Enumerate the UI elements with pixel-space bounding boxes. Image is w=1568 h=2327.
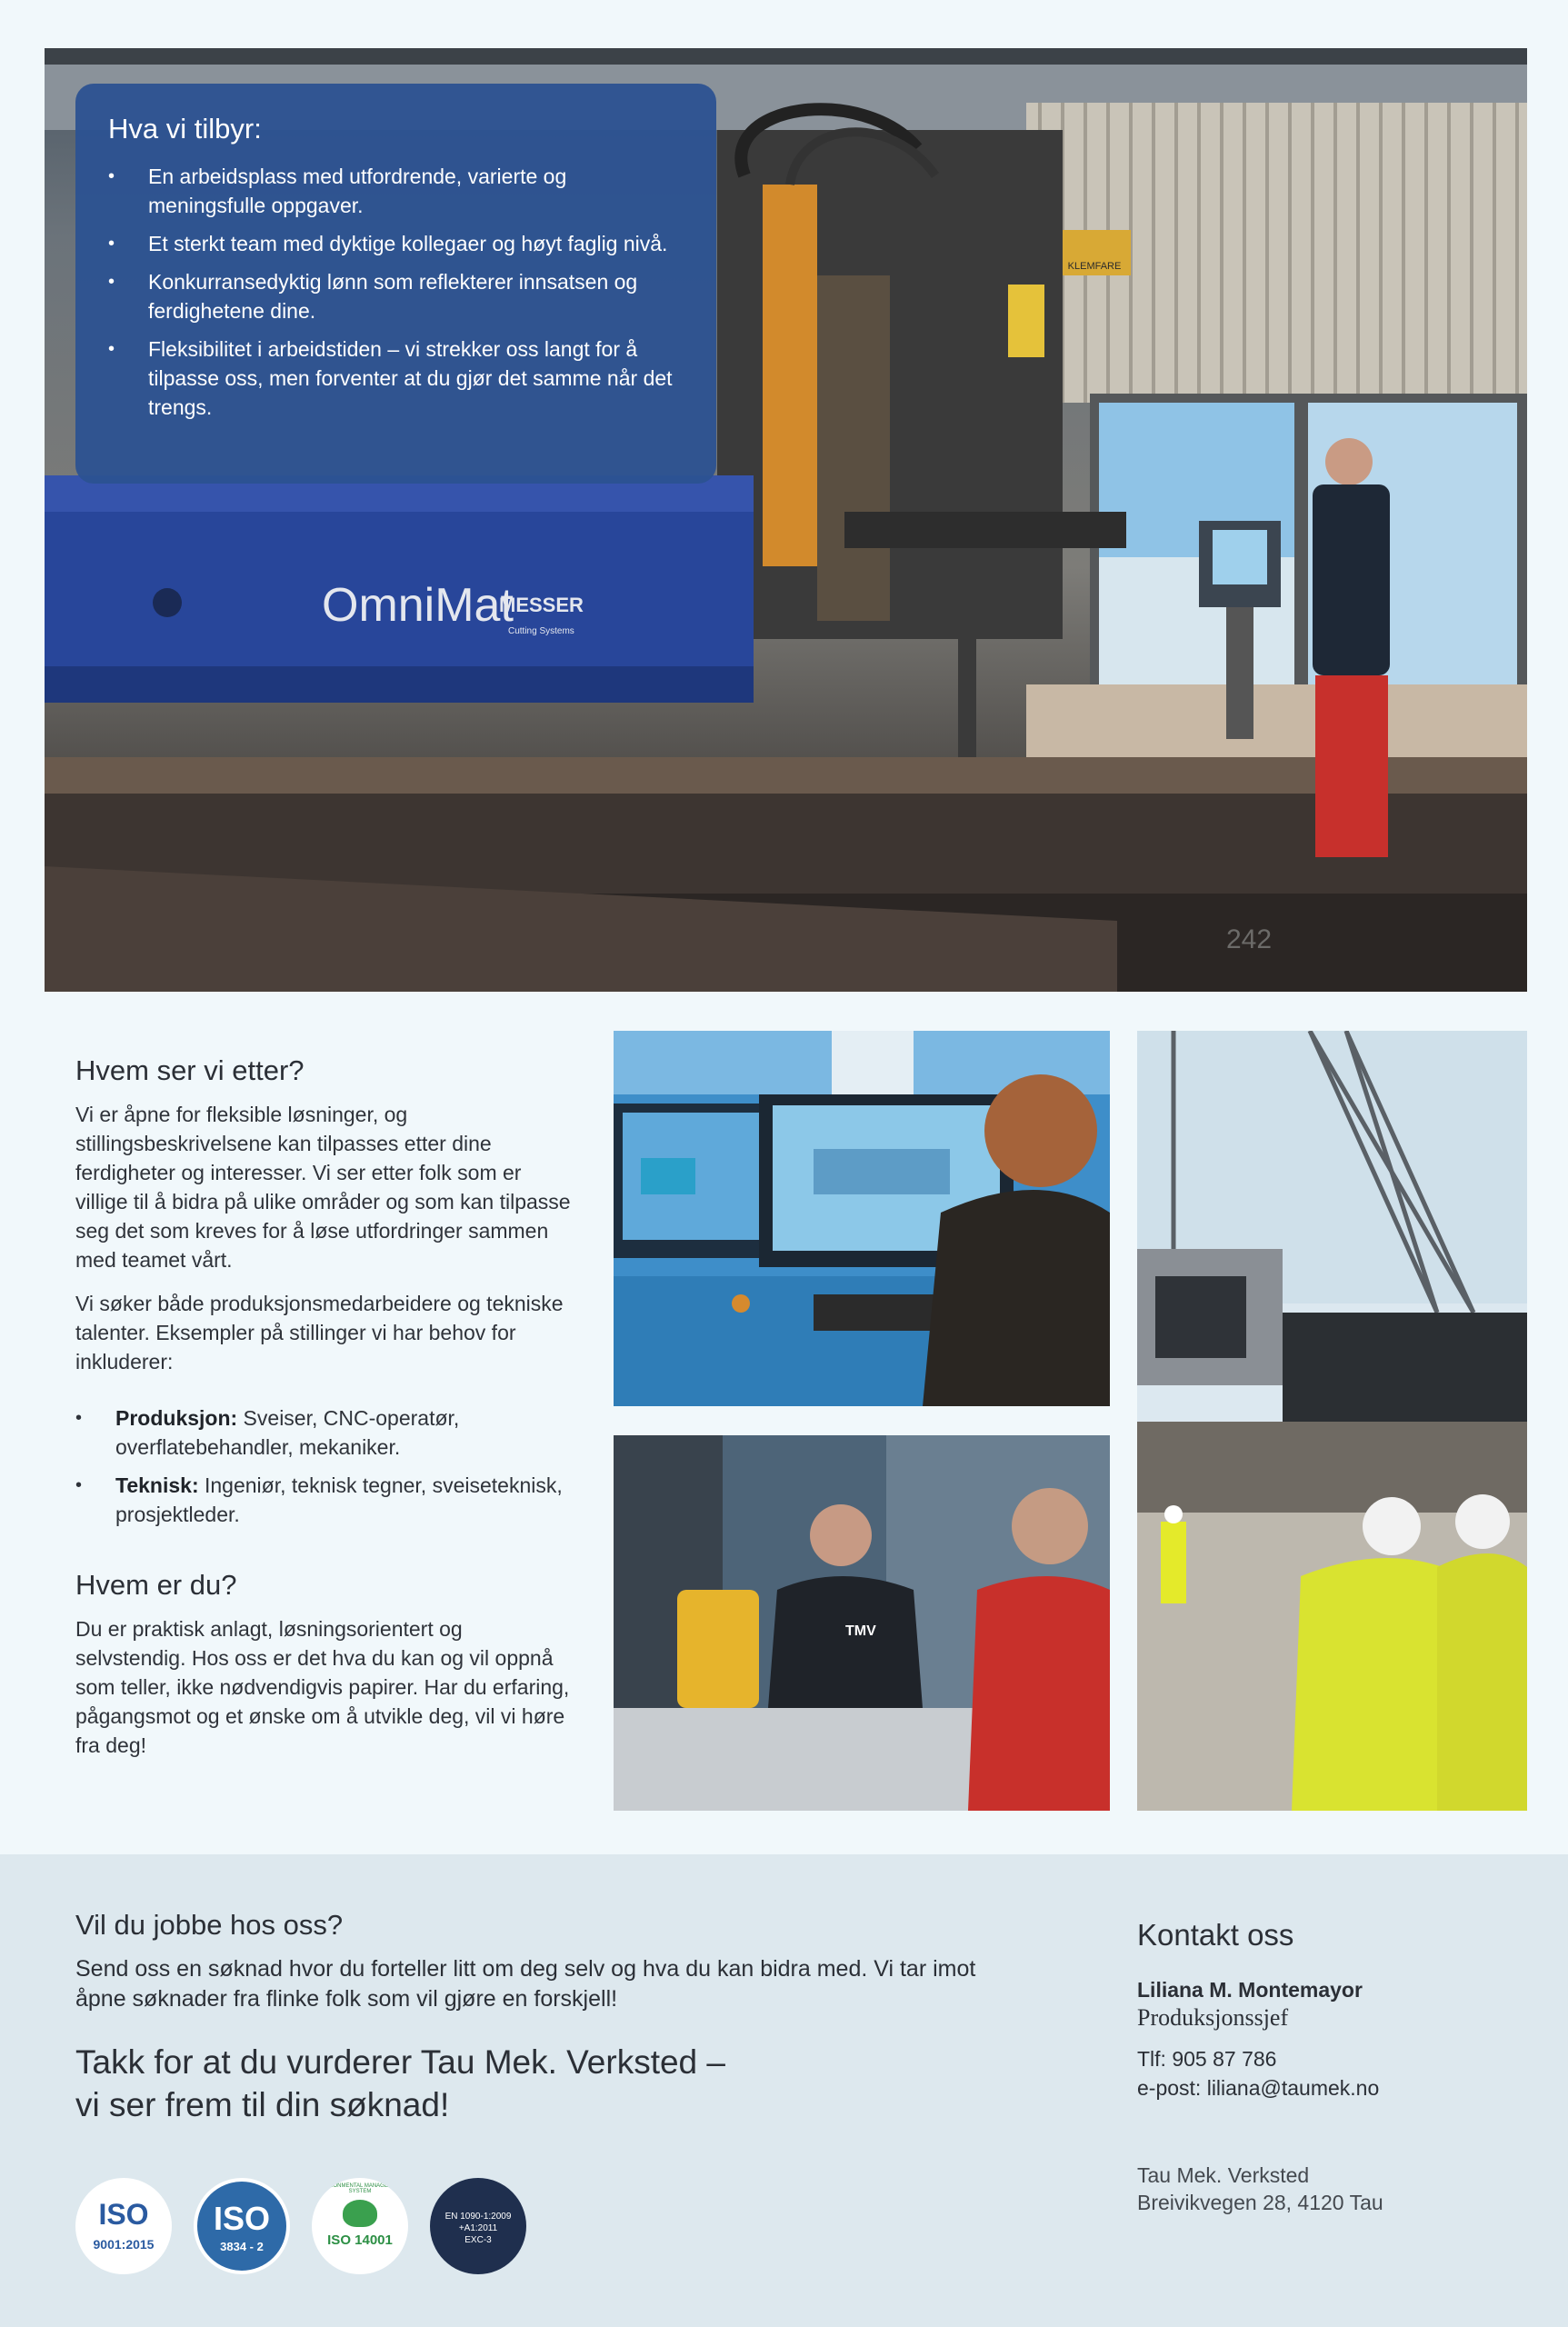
contact-name: Liliana M. Montemayor bbox=[1137, 1978, 1363, 2002]
contact-email[interactable]: e-post: liliana@taumek.no bbox=[1137, 2076, 1380, 2100]
who-we-seek-title: Hvem ser vi etter? bbox=[75, 1054, 305, 1086]
positions-label: Produksjon: bbox=[115, 1406, 238, 1430]
who-are-you-title: Hvem er du? bbox=[75, 1569, 237, 1601]
who-we-seek-paragraph-2: Vi søker både produksjonsmedarbeidere og tekniske talenter. Eksempler på stillinger vi har behov for inkluderer: bbox=[75, 1292, 564, 1373]
jacket-logo-text: TMV bbox=[845, 1623, 876, 1639]
text-column bbox=[75, 1054, 571, 1774]
contact-address: Breivikvegen 28, 4120 Tau bbox=[1137, 2191, 1383, 2214]
machine-maker-text: MESSER bbox=[499, 594, 584, 616]
thanks-message bbox=[75, 2041, 894, 2126]
offer-item: • Fleksibilitet i arbeidstiden – vi strekker oss langt for å tilpasse oss, men forventer at du gjør det samme når det trengs. bbox=[108, 335, 684, 422]
who-are-you-paragraph: Du er praktisk anlagt, løsningsorientert og selvstendig. Hos oss er det hva du kan og vil oppnå som teller, ikke nødvendigvis papirer. Har du erfaring, pågangsmot og et ønske om å utvikle deg, vil vi høre fra deg! bbox=[75, 1617, 570, 1757]
thanks-line-2: vi ser frem til din søknad! bbox=[75, 2086, 450, 2123]
positions-item-technical bbox=[75, 1471, 571, 1529]
badge-line-3: EXC-3 bbox=[464, 2235, 492, 2245]
positions-text: Sveiser, CNC-operatør, overflatebehandler, mekaniker. bbox=[115, 1406, 460, 1459]
iso-14001-badge bbox=[312, 2178, 408, 2274]
plate-mark-text: 242 bbox=[1226, 924, 1273, 954]
positions-list bbox=[75, 1403, 571, 1529]
badge-line-1: EN 1090-1:2009 bbox=[444, 2212, 512, 2222]
contact-title: Kontakt oss bbox=[1137, 1918, 1294, 1952]
leaf-icon bbox=[343, 2200, 377, 2227]
en-1090-badge bbox=[430, 2178, 526, 2274]
photo-crane-module bbox=[1137, 1031, 1527, 1811]
machine-brand-text: OmniMat bbox=[322, 579, 514, 632]
offer-list bbox=[108, 162, 684, 422]
iso-3834-badge bbox=[194, 2178, 290, 2274]
offer-item: • Et sterkt team med dyktige kollegaer og høyt faglig nivå. bbox=[108, 229, 684, 258]
badge-main-text: ISO bbox=[98, 2198, 149, 2231]
iso-9001-badge bbox=[75, 2178, 172, 2274]
badge-main-text: ISO bbox=[213, 2200, 270, 2237]
photo-cad-workstation bbox=[614, 1031, 1110, 1406]
offer-item: • En arbeidsplass med utfordrende, varierte og meningsfulle oppgaver. bbox=[108, 162, 684, 220]
offer-box bbox=[75, 84, 716, 484]
offer-item: • Konkurransedyktig lønn som reflekterer innsatsen og ferdighetene dine. bbox=[108, 267, 684, 325]
cta-text: Send oss en søknad hvor du forteller litt om deg selv og hva du kan bidra med. Vi tar imot åpne søknader fra flinke folk som vil gjøre en forskjell! bbox=[75, 1956, 976, 2012]
contact-role: Produksjonssjef bbox=[1137, 2004, 1289, 2031]
badge-sub-text: 3834 - 2 bbox=[220, 2240, 264, 2253]
badge-line-2: +A1:2011 bbox=[458, 2223, 498, 2233]
badge-sub-text: 9001:2015 bbox=[93, 2237, 155, 2252]
who-we-seek-paragraph-1: Vi er åpne for fleksible løsninger, og stillingsbeskrivelsene kan tilpasses etter dine ferdigheter og interesser. Vi ser etter folk som er villige til å bidra på ulike områder og som kan tilpasse seg det som kreves for å løse utfordringer sammen med teamet vårt. bbox=[75, 1103, 571, 1272]
badge-ring-text: ENVIRONMENTAL MANAGEMENT SYSTEM bbox=[316, 2183, 404, 2194]
cta-title: Vil du jobbe hos oss? bbox=[75, 1909, 344, 1941]
contact-organization: Tau Mek. Verksted bbox=[1137, 2163, 1310, 2187]
warning-sign-text: KLEMFARE bbox=[1067, 261, 1122, 272]
positions-text: Ingeniør, teknisk tegner, sveiseteknisk, prosjektleder. bbox=[115, 1473, 563, 1526]
photo-workshop-team bbox=[614, 1435, 1110, 1811]
thanks-line-1: Takk for at du vurderer Tau Mek. Verksted – bbox=[75, 2043, 725, 2081]
contact-phone[interactable]: Tlf: 905 87 786 bbox=[1137, 2047, 1277, 2071]
positions-label: Teknisk: bbox=[115, 1473, 199, 1497]
offer-title: Hva vi tilbyr: bbox=[108, 113, 262, 145]
positions-item-production bbox=[75, 1403, 571, 1462]
machine-maker-sub-text: Cutting Systems bbox=[508, 626, 574, 636]
badge-main-text: ISO 14001 bbox=[327, 2232, 393, 2248]
